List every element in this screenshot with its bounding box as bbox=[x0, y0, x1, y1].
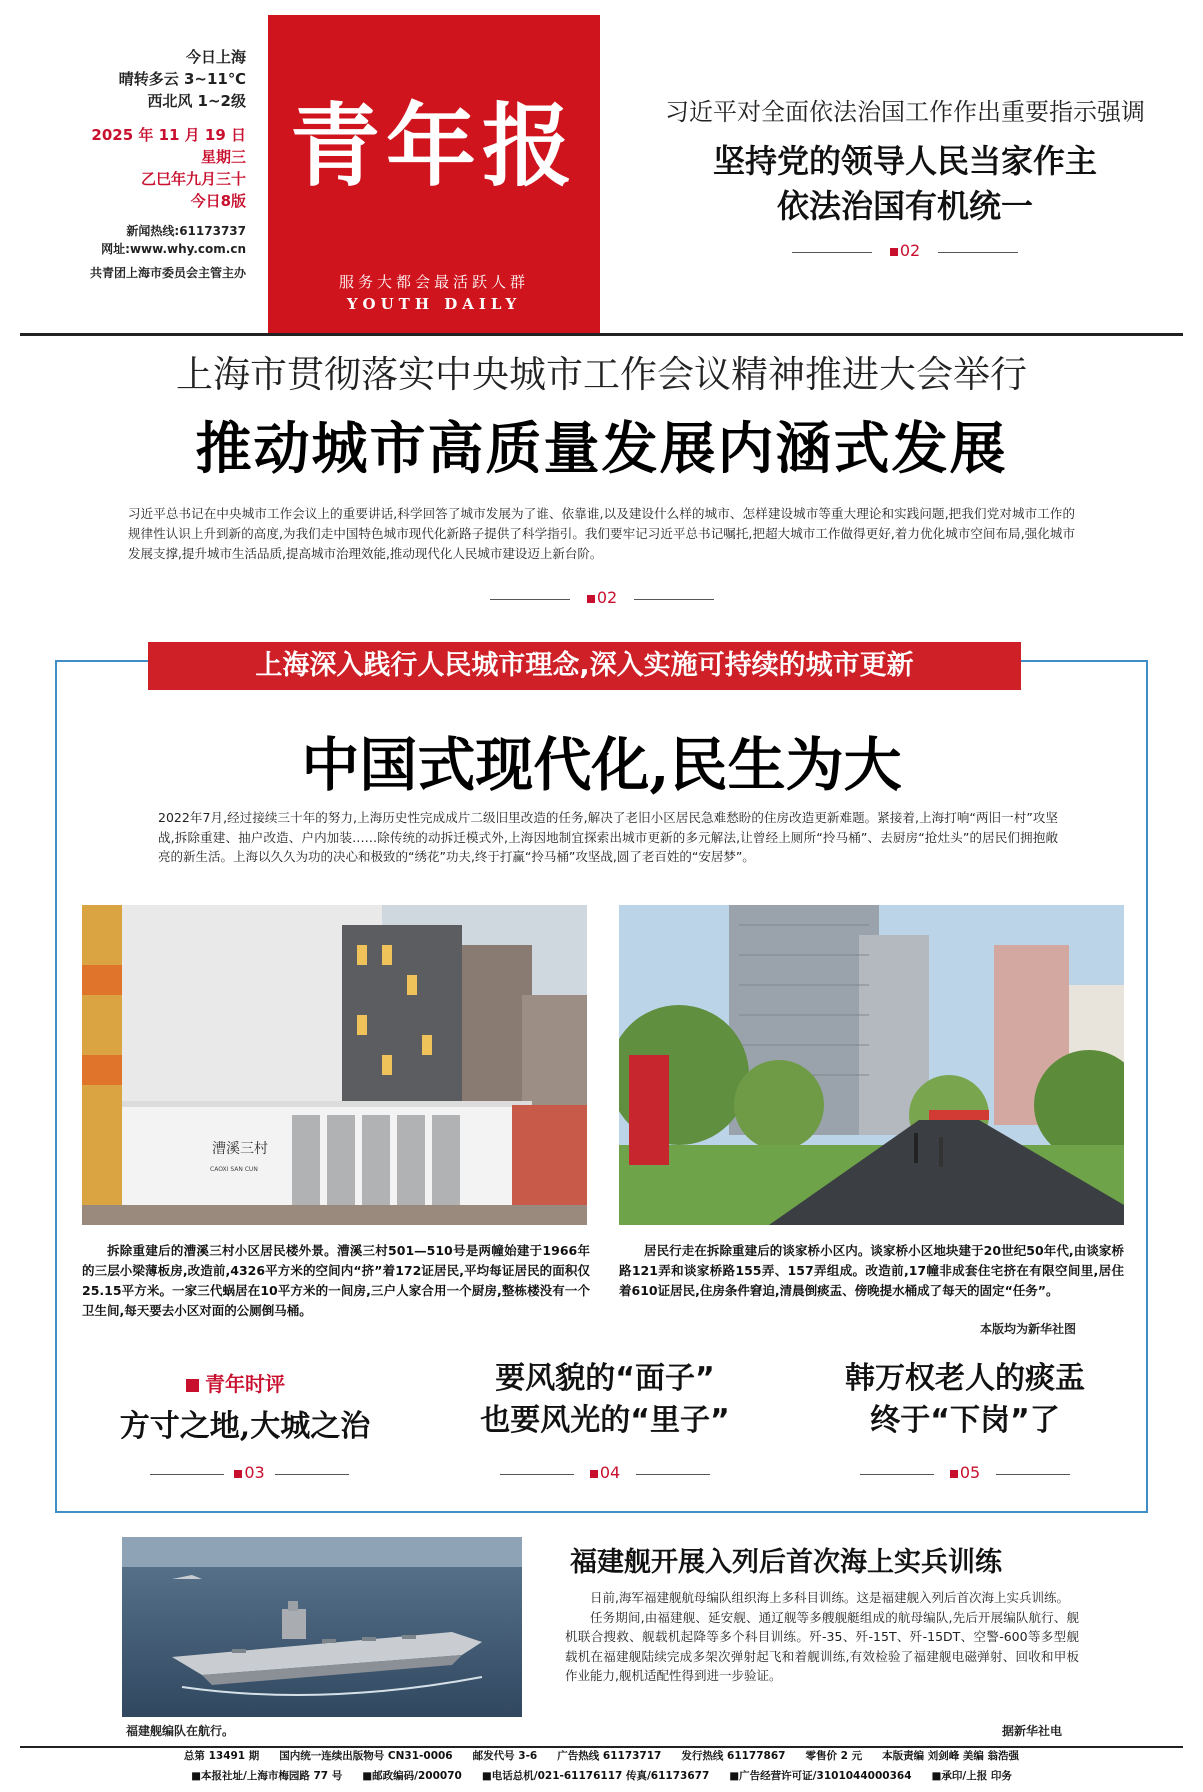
sub-headline-3-line-2[interactable]: 终于“下岗”了 bbox=[870, 1403, 1060, 1438]
logo-english: YOUTH DAILY bbox=[346, 295, 522, 313]
square-bullet-icon bbox=[186, 1379, 199, 1392]
bottom-story-para-1: 日前,海军福建舰航母编队组织海上多科目训练。这是福建舰入列后首次海上实兵训练。 bbox=[590, 1590, 1069, 1605]
footer-row-2 bbox=[20, 1768, 1183, 1784]
bottom-story-body bbox=[565, 1588, 1079, 1686]
footer-row-2-item: ■本报社址/上海市梅园路 77 号 bbox=[191, 1770, 343, 1782]
sub-3-page-ref[interactable]: 05 bbox=[934, 1463, 996, 1482]
top-story-page-ref[interactable]: 02 bbox=[872, 241, 938, 260]
square-bullet-icon bbox=[950, 1470, 958, 1478]
sponsor: 共青团上海市委员会主管主办 bbox=[89, 266, 246, 280]
photo-caption-2: 居民行走在拆除重建后的谈家桥小区内。谈家桥小区地块建于20世纪50年代,由谈家桥路121弄和谈家桥路155弄、157弄组成。改造前,17幢非成套住宅挤在有限空间里,居住着610证居民,住房条件窘迫,清晨倒痰盂、傍晚提水桶成了每天的固定“任务”。 bbox=[619, 1243, 1124, 1298]
footer-area bbox=[0, 1746, 1203, 1792]
sub-headline-3-line-1[interactable]: 韩万权老人的痰盂 bbox=[845, 1361, 1085, 1396]
masthead-info bbox=[20, 46, 246, 282]
issue-lunar-date: 乙巳年九月三十 bbox=[140, 170, 246, 188]
bottom-story-para-2: 任务期间,由福建舰、延安舰、通辽舰等多艘舰艇组成的航母编队,先后开展编队航行、舰机联合搜救、舰载机起降等多个科目训练。歼-35、歼-15T、歼-15DT、空警-600等多型舰载机在福建舰陆续完成多架次弹射起飞和着舰训练,有效检验了福建舰电磁弹射、回收和甲板作业能力,舰机适配性得到进一步验证。 bbox=[565, 1609, 1079, 1683]
weather-city: 今日上海 bbox=[185, 48, 246, 66]
photo-caption-1: 拆除重建后的漕溪三村小区居民楼外景。漕溪三村501—510号是两幢始建于1966年的三层小梁薄板房,改造前,4326平方米的空间内“挤”着172证居民,平均每证居民的面积仅25.15平方米。一家三代蜗居在10平方米的一间房,三户人家合用一个厨房,整栋楼没有一个卫生间,每天要去小区对面的公厕倒马桶。 bbox=[82, 1243, 590, 1318]
divider-line bbox=[636, 1474, 710, 1475]
issue-date: 2025 年 11 月 19 日 bbox=[91, 126, 246, 144]
photo1-sign-en: CAOXI SAN CUN bbox=[210, 1166, 258, 1173]
square-bullet-icon bbox=[234, 1470, 242, 1478]
photo-fujian-carrier[interactable] bbox=[122, 1537, 522, 1717]
sub-2-page-ref[interactable]: 04 bbox=[574, 1463, 636, 1482]
sub-headline-2-line-2[interactable]: 也要风光的“里子” bbox=[480, 1403, 730, 1438]
footer-row-2-item: ■广告经营许可证/3101044000364 bbox=[729, 1770, 912, 1782]
photo-caoxi-sancun[interactable] bbox=[82, 905, 587, 1225]
newspaper-logo[interactable] bbox=[268, 15, 600, 333]
residential-photo-illustration bbox=[619, 905, 1124, 1225]
lead-story-headline[interactable]: 推动城市高质量发展内涵式发展 bbox=[195, 417, 1008, 482]
carrier-photo-caption: 福建舰编队在航行。 bbox=[126, 1724, 235, 1738]
carrier-photo-illustration bbox=[122, 1537, 522, 1717]
footer-row-1: 总第 13491 期 国内统一连续出版物号 CN31-0006 邮发代号 3-6 广告热线 61173717 发行热线 61177867 零售价 2 元 本版责编 刘剑峰 美编 翁浩强 bbox=[183, 1750, 1020, 1762]
feature-banner: 上海深入践行人民城市理念,深入实施可持续的城市更新 bbox=[148, 642, 1021, 690]
feature-headline[interactable]: 中国式现代化,民生为大 bbox=[301, 731, 902, 799]
logo-title: 青年报 bbox=[290, 93, 578, 199]
issue-weekday: 星期三 bbox=[200, 148, 246, 166]
photo1-sign: 漕溪三村 bbox=[212, 1141, 268, 1157]
divider-line bbox=[500, 1474, 574, 1475]
photo-credit: 本版均为新华社图 bbox=[980, 1322, 1077, 1336]
commentary-tag: 青年时评 bbox=[186, 1368, 285, 1397]
divider-line bbox=[490, 599, 570, 600]
footer-row-2-item: ■承印/上报 印务 bbox=[931, 1770, 1012, 1782]
building-photo-illustration bbox=[82, 905, 587, 1225]
logo-slogan: 服务大都会最活跃人群 bbox=[338, 273, 529, 291]
divider-line bbox=[938, 252, 1018, 253]
divider-line bbox=[792, 252, 872, 253]
divider-line bbox=[275, 1474, 349, 1475]
top-story-headline-1[interactable]: 坚持党的领导人民当家作主 bbox=[712, 142, 1097, 180]
square-bullet-icon bbox=[590, 1470, 598, 1478]
weather-condition: 晴转多云 3~11℃ bbox=[118, 70, 246, 88]
sub-headline-commentary[interactable]: 方寸之地,大城之治 bbox=[119, 1409, 371, 1444]
divider-line bbox=[860, 1474, 934, 1475]
lead-story-body: 习近平总书记在中央城市工作会议上的重要讲话,科学回答了城市发展为了谁、依靠谁,以及建设什么样的城市、怎样建设城市等重大理论和实践问题,把我们党对城市工作的规律性认识上升到新的高度,为我们走中国特色城市现代化新路子提供了科学指引。我们要牢记习近平总书记嘱托,把超大城市工作做得更好,着力优化城市空间布局,强化城市发展支撑,提升城市生活品质,提高城市治理效能,推动现代化人民城市建设迈上新台阶。 bbox=[128, 506, 1075, 561]
square-bullet-icon bbox=[587, 595, 595, 603]
bottom-story-credit: 据新华社电 bbox=[1002, 1724, 1063, 1738]
footer-row-2-item: ■邮政编码/200070 bbox=[362, 1770, 462, 1782]
divider-line bbox=[634, 599, 714, 600]
sub-headline-2-line-1[interactable]: 要风貌的“面子” bbox=[495, 1361, 715, 1396]
feature-body: 2022年7月,经过接续三十年的努力,上海历史性完成成片二级旧里改造的任务,解决了老旧小区居民急难愁盼的住房改造更新难题。紧接着,上海打响“两旧一村”攻坚战,拆除重建、抽户改造、户内加装……除传统的动拆迁模式外,上海因地制宜探索出城市更新的多元解法,让曾经上厕所“拎马桶”、去厨房“抢灶头”的居民们拥抱敞亮的新生活。上海以久久为功的决心和极致的“绣花”功夫,终于打赢“拎马桶”攻坚战,圆了老百姓的“安居梦”。 bbox=[158, 810, 1058, 864]
top-story-kicker: 习近平对全面依法治国工作作出重要指示强调 bbox=[665, 98, 1145, 126]
square-bullet-icon bbox=[890, 248, 898, 256]
lead-story-page-ref[interactable]: 02 bbox=[570, 588, 634, 607]
lead-story-kicker: 上海市贯彻落实中央城市工作会议精神推进大会举行 bbox=[176, 353, 1027, 396]
weather-wind: 西北风 1~2级 bbox=[147, 92, 246, 110]
top-story-headline-2[interactable]: 依法治国有机统一 bbox=[776, 187, 1033, 225]
sub-1-page-ref[interactable]: 03 bbox=[224, 1463, 275, 1482]
photo-tanjiaqiao[interactable] bbox=[619, 905, 1124, 1225]
website: 网址:www.why.com.cn bbox=[101, 242, 246, 256]
divider-line bbox=[150, 1474, 224, 1475]
bottom-story-headline[interactable]: 福建舰开展入列后首次海上实兵训练 bbox=[570, 1547, 1002, 1578]
masthead-rule bbox=[20, 333, 1183, 336]
issue-pages: 今日8版 bbox=[190, 192, 246, 210]
news-hotline: 新闻热线:61173737 bbox=[126, 224, 246, 238]
divider-line bbox=[996, 1474, 1070, 1475]
footer-row-2-item: ■电话总机/021-61176117 传真/61173677 bbox=[481, 1770, 710, 1782]
